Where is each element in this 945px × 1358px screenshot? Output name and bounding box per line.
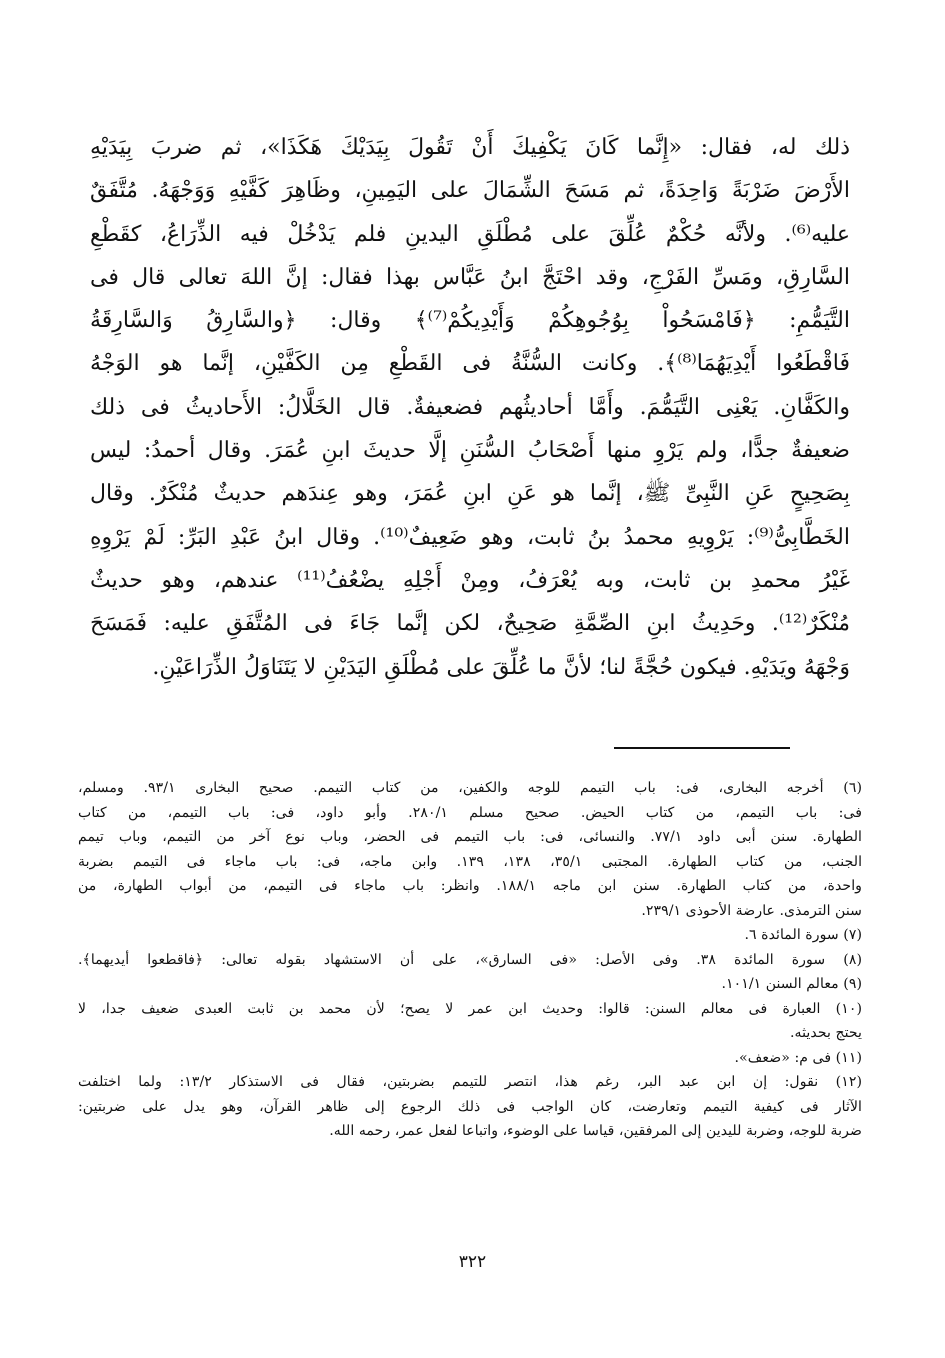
footnote-line: (١١) فى م: «ضعف». (734, 1049, 862, 1066)
main-text-line: السَّارِقِ، ومَسِّ الفَرْجِ، وقد احْتَجَّ ابنُ عَبَّاس بهذا فقال: إنَّ اللهَ تعالى قال فى (90, 264, 850, 290)
main-text (90, 126, 850, 689)
main-text-line: والكَفَّانِ. يَعْنِى التَّيَمُّمَ. وأَمَّا أحاديثُهم فضعيفةٌ. قال الخَلَّالُ: الأَحاديثُ فى ذلك (90, 394, 850, 420)
footnote-line: ضربة للوجه، وضربة لليدين إلى المرفقين، قياسا على الوضوء، واتباعا لفعل عمر، رحمه الله. (329, 1123, 862, 1139)
footnote-line: (١٠) العبارة فى معالم السنن: قالوا: وحديث ابن عمر لا يصح؛ لأن محمد بن ثابت العبدى ضعيف جدا، لا (78, 1000, 862, 1017)
main-text-line: ضعيفةٌ جدًّا، ولم يَرْوِ منها أَصْحَابُ السُّنَنِ إلَّا حديثَ ابنِ عُمَرَ. وقال أحمدُ: ليس (90, 438, 850, 464)
main-text-line: التَّيَمُّمِ: ﴿فَامْسَحُواْ بِوُجُوهِكُمْ وَأَيْدِيكُمْ⁽⁷⁾﴾ وقال: ﴿والسَّارِقُ وَالسَّارِقَةُ (90, 308, 850, 334)
main-text-line: الخَطَّابِىُّ⁽⁹⁾: يَرْوِيهِ محمدُ بنُ ثابت، وهو ضَعِيفٌ⁽¹⁰⁾. وقال ابنُ عَبْدِ البَرِّ: لَمْ يَرْوِهِ (90, 524, 850, 550)
footnote-line: واحدة، من كتاب الطهارة. سنن ابن ماجه ١٨٨/١. وانظر: باب ماجاء فى التيمم، من أبواب الطهارة، من (78, 878, 862, 894)
main-text-line: الأَرْضَ ضَرْبَةً وَاحِدَةً، ثم مَسَحَ الشِّمَالَ على اليَمِينِ، وظَاهِرَ كَفَّيْهِ وَوَجْهَهُ. مُتَّفَقٌ (90, 178, 850, 204)
main-text-line: مُنْكَرٌ⁽¹²⁾. وحَدِيثُ ابنِ الصِّمَّةِ صَحِيحٌ، لكن إنَّما جَاءَ فى المُتَّفَقِ عليه: فَمَسَحَ (90, 611, 850, 637)
footnote-line: الجنب، من كتاب الطهارة. المجتبى ٣٥/١، ١٣٨، ١٣٩. وابن ماجه، فى: باب ماجاء فى التيمم بضربة (78, 853, 862, 870)
footnote-line: (٩) معالم السنن ١٠١/١. (721, 976, 862, 992)
main-text-line: ذلك له، فقال: «إِنَّما كَانَ يَكْفِيكَ أَنْ تَقُولَ بِيَدَيْكَ هَكَذَا»، ثم ضربَ بِيَدَيْهِ (90, 135, 850, 160)
footnote-line: فى: باب التيمم، من كتاب الحيض. صحيح مسلم ٢٨٠/١. وأبو داود، فى: باب التيمم، من كتاب (78, 804, 862, 821)
footnote-line: الطهارة. سنن أبى داود ٧٧/١. والنسائى، فى: باب التيمم فى الحضر، وباب نوع آخر من التيمم، وباب تيمم (78, 829, 862, 845)
main-text-line: بِصَحِيحٍ عَنِ النَّبِىِّ ﷺ، إنَّما هو عَنِ ابنِ عُمَرَ، وهو عِندَهم حديثٌ مُنْكَرٌ. وقال (90, 481, 850, 507)
footnote-line: الآثار فى كيفية التيمم وتعارضت، كان الواجب فى ذلك الرجوع إلى ظاهر القرآن، وهو يدل على ضربتين: (78, 1098, 862, 1115)
main-text-line: عليه⁽⁶⁾. ولأنَّه حُكْمٌ عُلِّقَ على مُطْلَقِ اليدينِ فلم يَدْخُلْ فيه الذِّرَاعُ، كقَطْعِ (90, 221, 850, 247)
page-number: ٣٢٢ (458, 1252, 487, 1272)
main-text-line: وَجْهَهُ ويَدَيْهِ. فيكون حُجَّةً لنا؛ لأنَّ ما عُلِّقَ على مُطْلَقِ اليَدَيْنِ لا يَتَنَاوَلُ الذِّرَاعَيْنِ. (152, 654, 850, 680)
footnotes (78, 776, 862, 1144)
main-text-line: فَاقْطَعُوا أَيْدِيَهُمَا⁽⁸⁾﴾. وكانت السُّنَّةُ فى القَطْعِ مِن الكَفَّيْنِ، إنَّما هو الوَجْهُ (90, 351, 850, 377)
footnote-line: (٧) سورة المائدة ٦. (744, 927, 862, 943)
footnote-line: (٨) سورة المائدة ٣٨. وفى الأصل: «فى السارق»، على أن الاستشهاد بقوله تعالى: ﴿فاقطعوا أيديهما﴾. (78, 951, 862, 968)
footnote-line: يحتج بحديثه. (790, 1025, 862, 1041)
footnote-separator (614, 747, 790, 749)
footnote-line: سنن الترمذى. عارضة الأحوذى ٢٣٩/١. (641, 902, 862, 919)
footnote-line: (٦) أخرجه البخارى، فى: باب التيمم للوجه والكفين، من كتاب التيمم. صحيح البخارى ٩٣/١. ومسلم، (78, 780, 862, 796)
main-text-line: غَيْرُ محمدِ بن ثابت، وبه يُعْرَفُ، ومِنْ أَجْلِهِ يضْعُفُ⁽¹¹⁾ عندهم، وهو حديثٌ (90, 567, 850, 593)
footnote-line: (١٢) نقول: إن ابن عبد البر، رغم هذا، انتصر للتيمم بضربتين، فقال فى الاستذكار ١٣/٢: ولما اختلفت (78, 1074, 862, 1090)
